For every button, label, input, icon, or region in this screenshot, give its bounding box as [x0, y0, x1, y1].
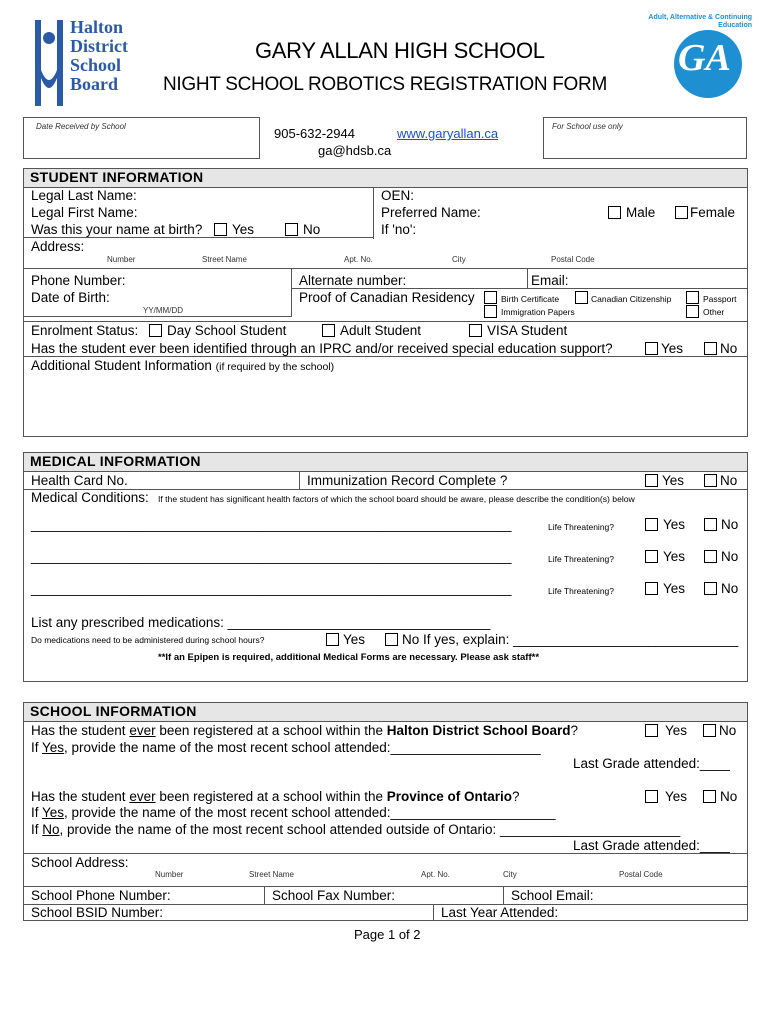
address-label[interactable]: Address: — [31, 239, 85, 254]
if-no-suffix: , provide the name of the most recent school attended outside of Ontario: ________________________ — [59, 822, 681, 837]
school-address-street-hint: Street Name — [249, 870, 294, 879]
condition-1-yes-checkbox[interactable] — [645, 518, 658, 531]
female-checkbox[interactable] — [675, 206, 688, 219]
board-name-line: School — [70, 55, 122, 75]
if-no-label: If 'no': — [381, 222, 417, 237]
school-address-number-hint: Number — [155, 870, 184, 879]
legal-last-name-label[interactable]: Legal Last Name: — [31, 188, 137, 203]
immunization-no-label: No — [720, 473, 738, 488]
male-checkbox[interactable] — [608, 206, 621, 219]
iprc-question: Has the student ever been identified through an IPRC and/or received special education support? — [31, 341, 613, 356]
name-at-birth-label: Was this your name at birth? — [31, 222, 203, 237]
meds-yes-label: Yes — [343, 632, 366, 647]
last-year-attended-label[interactable]: Last Year Attended: — [441, 905, 559, 920]
if-yes-prefix: If — [31, 805, 43, 820]
name-at-birth-yes-checkbox[interactable] — [214, 223, 227, 236]
email-label[interactable]: Email: — [531, 273, 569, 288]
immunization-label: Immunization Record Complete ? — [307, 473, 508, 488]
hdsb-logo — [33, 16, 133, 111]
meds-explain-field[interactable] — [402, 632, 738, 647]
ontario-yes-checkbox[interactable] — [645, 790, 658, 803]
school-website[interactable]: www.garyallan.ca — [397, 126, 499, 141]
condition-2-no-label: No — [721, 549, 739, 564]
other-residency-checkbox[interactable] — [686, 305, 699, 318]
address-street-hint: Street Name — [202, 255, 247, 264]
additional-info-label[interactable] — [31, 358, 334, 373]
condition-3-no-checkbox[interactable] — [704, 582, 717, 595]
school-phone-label[interactable]: School Phone Number: — [31, 888, 171, 903]
if-yes-prefix: If — [31, 740, 43, 755]
medical-conditions-label: Medical Conditions: — [31, 490, 149, 505]
q1-ever: ever — [129, 723, 156, 738]
immigration-papers-label: Immigration Papers — [501, 307, 575, 317]
if-yes-suffix: , provide the name of the most recent school attended: — [64, 740, 391, 755]
preferred-name-label[interactable]: Preferred Name: — [381, 205, 481, 220]
other-residency-label: Other — [703, 307, 725, 317]
birth-certificate-label: Birth Certificate — [501, 294, 560, 304]
iprc-no-checkbox[interactable] — [704, 342, 717, 355]
form-title: NIGHT SCHOOL ROBOTICS REGISTRATION FORM — [163, 74, 607, 95]
if-no-word: No — [42, 822, 60, 837]
school-bsid-label[interactable]: School BSID Number: — [31, 905, 164, 920]
condition-3-yes-checkbox[interactable] — [645, 582, 658, 595]
immunization-yes-label: Yes — [662, 473, 685, 488]
meds-yes-checkbox[interactable] — [326, 633, 339, 646]
life-threatening-label-3: Life Threatening? — [548, 586, 615, 596]
ontario-yes-label: Yes — [665, 789, 688, 804]
hdsb-recent-school-field[interactable] — [31, 740, 541, 755]
adult-student-checkbox[interactable] — [322, 324, 335, 337]
canadian-citizenship-label: Canadian Citizenship — [591, 294, 672, 304]
name-at-birth-yes-label: Yes — [232, 222, 255, 237]
additional-info-note: (if required by the school) — [215, 361, 335, 373]
hdsb-no-checkbox[interactable] — [703, 724, 716, 737]
dob-format-hint: YY/MM/DD — [143, 306, 183, 315]
ontario-no-label: No — [720, 789, 738, 804]
q2-ever: ever — [129, 789, 156, 804]
day-school-student-label: Day School Student — [167, 323, 287, 338]
condition-3-no-label: No — [721, 581, 739, 596]
meds-no-label: No — [402, 632, 420, 647]
q2-prefix: Has the student — [31, 789, 130, 804]
life-threatening-label-2: Life Threatening? — [548, 554, 615, 564]
ace-logo-text: Adult, Alternative & Continuing Education — [648, 14, 752, 29]
condition-1-no-label: No — [721, 517, 739, 532]
if-no-prefix: If — [31, 822, 43, 837]
school-phone: 905-632-2944 — [274, 126, 355, 141]
condition-3-yes-label: Yes — [663, 581, 686, 596]
iprc-yes-checkbox[interactable] — [645, 342, 658, 355]
immunization-yes-checkbox[interactable] — [645, 474, 658, 487]
school-address-postal-hint: Postal Code — [619, 870, 663, 879]
name-at-birth-no-label: No — [303, 222, 321, 237]
if-yes-word: Yes — [42, 740, 65, 755]
visa-student-label: VISA Student — [487, 323, 568, 338]
hdsb-no-label: No — [719, 723, 737, 738]
school-address-apt-hint: Apt. No. — [421, 870, 450, 879]
q1-board-name: Halton District School Board — [386, 723, 571, 738]
ontario-no-checkbox[interactable] — [703, 790, 716, 803]
additional-info-text: Additional Student Information — [31, 358, 212, 373]
q1-mid: been registered at a school within the — [155, 723, 387, 738]
address-apt-hint: Apt. No. — [344, 255, 373, 264]
if-yes-suffix: , provide the name of the most recent school attended: — [64, 805, 391, 820]
hdsb-last-grade-field[interactable]: Last Grade attended:____ — [573, 756, 730, 771]
school-fax-label[interactable]: School Fax Number: — [272, 888, 396, 903]
board-name-line: Board — [70, 74, 119, 94]
condition-2-no-checkbox[interactable] — [704, 550, 717, 563]
meds-explain-label: If yes, explain: ______________________________ — [423, 632, 739, 647]
date-of-birth-label[interactable]: Date of Birth: — [31, 290, 110, 305]
address-postal-hint: Postal Code — [551, 255, 595, 264]
page-number: Page 1 of 2 — [354, 927, 421, 942]
school-email[interactable]: ga@hdsb.ca — [318, 143, 392, 158]
school-use-box — [543, 117, 747, 159]
passport-label: Passport — [703, 294, 737, 304]
q2-province: Province of Ontario — [386, 789, 513, 804]
condition-1-yes-label: Yes — [663, 517, 686, 532]
meds-no-checkbox[interactable] — [385, 633, 398, 646]
female-label: Female — [690, 205, 736, 220]
q2-mid: been registered at a school within the — [155, 789, 387, 804]
prescribed-medications-field[interactable]: List any prescribed medications: ___________________________________ — [31, 615, 491, 630]
passport-checkbox[interactable] — [686, 291, 699, 304]
q1-end: ? — [570, 723, 579, 738]
enrolment-status-label: Enrolment Status: — [31, 323, 139, 338]
life-threatening-label-1: Life Threatening? — [548, 522, 615, 532]
condition-line-2[interactable]: ________________________________________________________________ — [31, 549, 512, 564]
school-title: GARY ALLAN HIGH SCHOOL — [255, 38, 545, 63]
birth-certificate-checkbox[interactable] — [484, 291, 497, 304]
blank-line: ____________________ — [390, 740, 541, 755]
condition-line-1[interactable]: ________________________________________________________________ — [31, 517, 512, 532]
condition-1-no-checkbox[interactable] — [704, 518, 717, 531]
alternate-number-label[interactable]: Alternate number: — [299, 273, 407, 288]
ontario-last-grade-field[interactable]: Last Grade attended:____ — [573, 838, 730, 853]
immigration-papers-checkbox[interactable] — [484, 305, 497, 318]
board-name-line: Halton — [70, 17, 124, 37]
visa-student-checkbox[interactable] — [469, 324, 482, 337]
immunization-no-checkbox[interactable] — [704, 474, 717, 487]
health-card-label[interactable]: Health Card No. — [31, 473, 128, 488]
medical-section-title: MEDICAL INFORMATION — [30, 453, 201, 469]
condition-line-3[interactable]: ________________________________________________________________ — [31, 581, 512, 596]
student-section-title: STUDENT INFORMATION — [30, 169, 204, 185]
phone-number-label[interactable]: Phone Number: — [31, 273, 126, 288]
school-address-city-hint: City — [503, 870, 517, 879]
legal-first-name-label[interactable]: Legal First Name: — [31, 205, 138, 220]
school-email-label[interactable]: School Email: — [511, 888, 594, 903]
adult-student-label: Adult Student — [340, 323, 422, 338]
canadian-citizenship-checkbox[interactable] — [575, 291, 588, 304]
condition-2-yes-label: Yes — [663, 549, 686, 564]
hdsb-yes-label: Yes — [665, 723, 688, 738]
medical-conditions-note: If the student has significant health factors of which the school board should be aware, please describe the condition(s) below — [158, 494, 635, 504]
blank-line: ______________________ — [390, 805, 556, 820]
school-address-label[interactable]: School Address: — [31, 855, 129, 870]
day-school-student-checkbox[interactable] — [149, 324, 162, 337]
meds-school-hours-label: Do medications need to be administered during school hours? — [31, 635, 265, 645]
date-received-box[interactable] — [23, 117, 260, 159]
if-yes-word: Yes — [42, 805, 65, 820]
ace-logo — [630, 12, 755, 112]
ace-logo-mark: GA — [678, 37, 731, 79]
address-city-hint: City — [452, 255, 466, 264]
board-name-line: District — [70, 36, 128, 56]
oen-label[interactable]: OEN: — [381, 188, 415, 203]
name-at-birth-no-checkbox[interactable] — [285, 223, 298, 236]
school-section-title: SCHOOL INFORMATION — [30, 703, 197, 719]
address-number-hint: Number — [107, 255, 136, 264]
ontario-recent-school-field[interactable] — [31, 805, 556, 820]
hdsb-yes-checkbox[interactable] — [645, 724, 658, 737]
male-label: Male — [626, 205, 656, 220]
q1-prefix: Has the student — [31, 723, 130, 738]
proof-residency-label: Proof of Canadian Residency — [299, 290, 475, 305]
date-received-label: Date Received by School — [36, 122, 126, 131]
outside-ontario-school-field[interactable] — [31, 822, 680, 837]
ontario-registered-question — [31, 789, 520, 804]
iprc-no-label: No — [720, 341, 738, 356]
iprc-yes-label: Yes — [661, 341, 684, 356]
school-use-label: For School use only — [552, 122, 623, 131]
hdsb-registered-question — [31, 723, 578, 738]
q2-end: ? — [512, 789, 520, 804]
hdsb-figure-icon — [33, 16, 65, 108]
epipen-note: **If an Epipen is required, additional Medical Forms are necessary. Please ask staff** — [158, 652, 540, 663]
condition-2-yes-checkbox[interactable] — [645, 550, 658, 563]
